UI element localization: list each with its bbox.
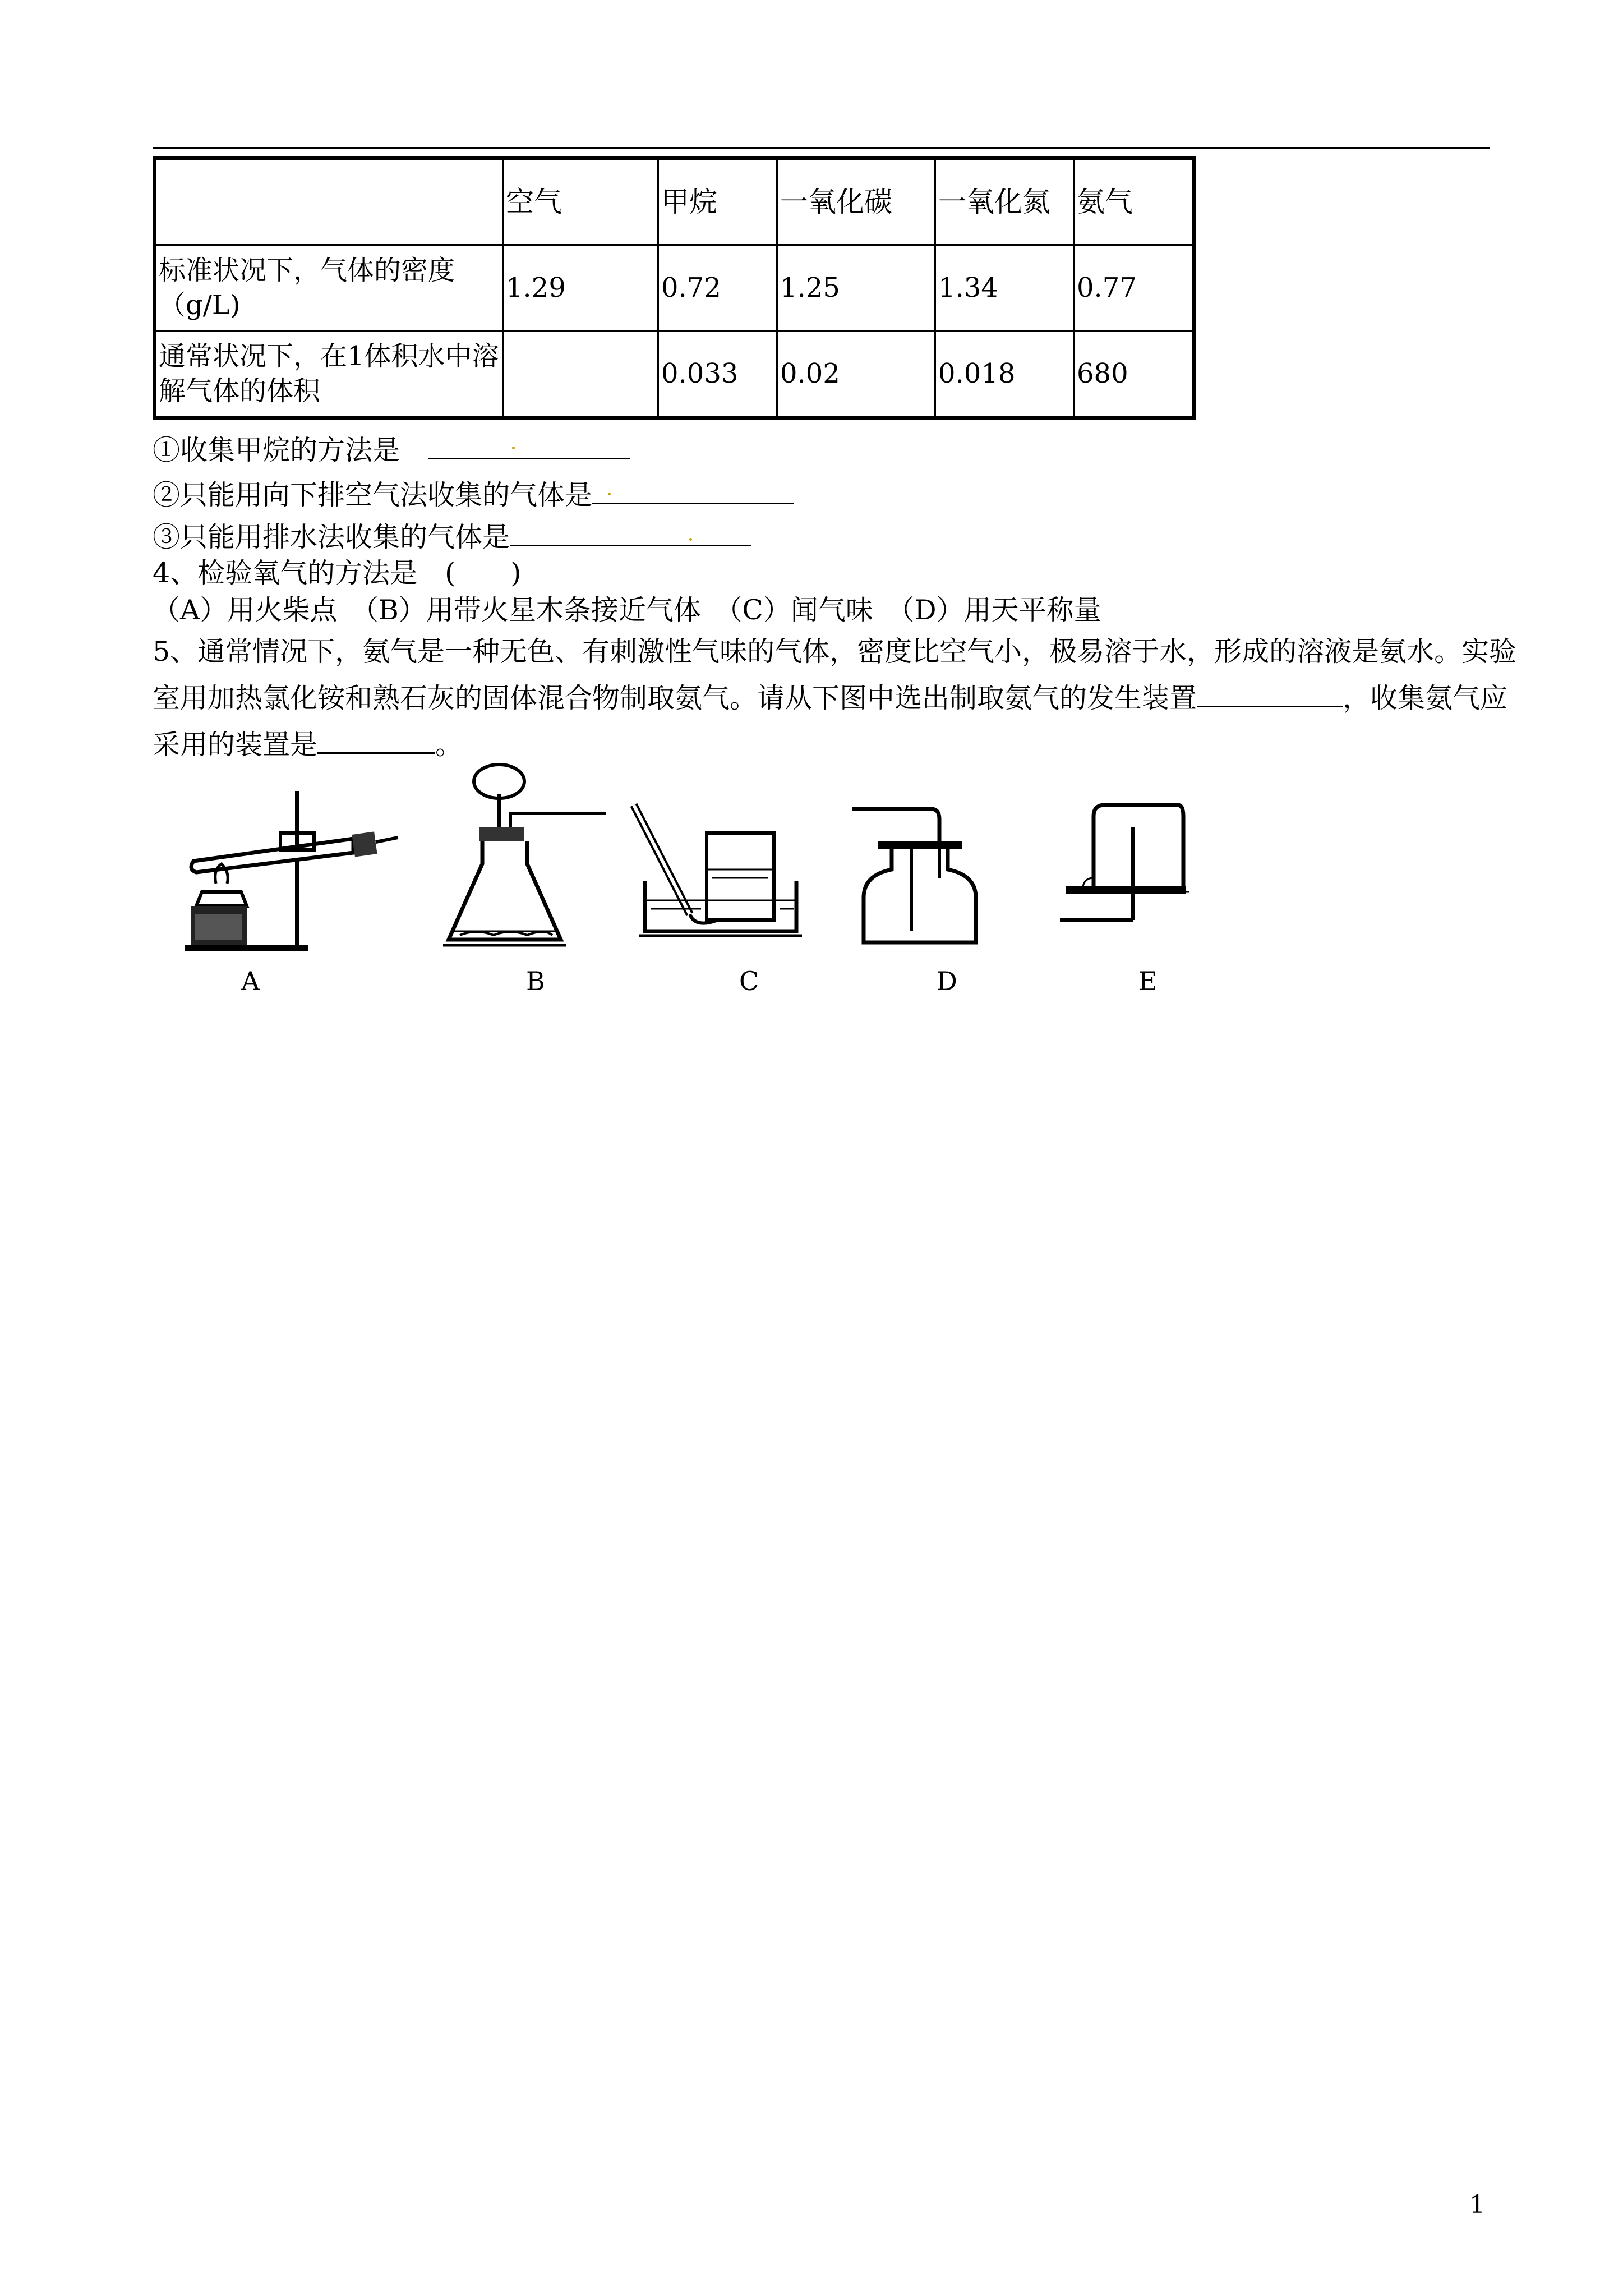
question-5-text-b: 收集氨气应采用的装置是 <box>153 682 1508 761</box>
question-3-text: ③只能用排水法收集的气体是 <box>153 521 510 553</box>
answer-blank-1[interactable] <box>428 432 630 459</box>
table-cell: 0.018 <box>935 331 1074 418</box>
apparatus-label-c: C <box>739 966 759 996</box>
table-row-label: 标准状况下，气体的密度（g/L) <box>155 245 503 331</box>
table-cell: 1.29 <box>503 245 658 331</box>
conical-flask-funnel-apparatus-icon <box>443 760 623 956</box>
question-2-text: ②只能用向下排空气法收集的气体是 <box>153 479 593 511</box>
upward-air-displacement-bottle-icon <box>847 802 981 948</box>
test-tube-heating-apparatus-icon <box>185 771 398 956</box>
table-cell: 1.34 <box>935 245 1074 331</box>
apparatus-c <box>628 802 808 948</box>
table-row-label: 通常状况下，在1体积水中溶解气体的体积 <box>155 331 503 418</box>
table-cell: 0.72 <box>658 245 777 331</box>
question-3 <box>153 519 751 551</box>
question-5-end: 。 <box>435 729 463 761</box>
answer-blank-3[interactable] <box>510 519 751 546</box>
ink-dot <box>512 447 515 449</box>
apparatus-label-a: A <box>241 966 260 996</box>
downward-air-displacement-bottle-icon <box>1060 799 1189 934</box>
apparatus-b <box>443 760 623 956</box>
table-row <box>155 245 1194 331</box>
table-header-cell: 空气 <box>503 158 658 245</box>
apparatus-label-e: E <box>1138 966 1158 996</box>
table-header-row <box>155 158 1194 245</box>
apparatus-label-d: D <box>937 966 957 996</box>
table-cell: 0.033 <box>658 331 777 418</box>
table-header-cell: 一氧化碳 <box>777 158 935 245</box>
answer-blank-collection[interactable] <box>317 726 435 754</box>
ink-dot <box>608 493 611 495</box>
question-4-options: （A）用火柴点 （B）用带火星木条接近气体 （C）闻气味 （D）用天平称量 <box>153 594 1101 626</box>
answer-blank-2[interactable] <box>592 477 794 504</box>
question-5-comma: ， <box>1343 682 1371 714</box>
question-5-text-a: 5、通常情况下，氨气是一种无色、有刺激性气味的气体，密度比空气小，极易溶于水，形成的溶液是氨水。实验室用加热氯化铵和熟石灰的固体混合物制取氨气。请从下图中选出制取氨气的发生装置 <box>153 636 1517 714</box>
question-1-text: ①收集甲烷的方法是 <box>153 434 400 466</box>
question-2 <box>153 477 794 509</box>
table-header-cell: 一氧化氮 <box>935 158 1074 245</box>
page-number: 1 <box>1469 2191 1485 2219</box>
table-header-cell: 氨气 <box>1074 158 1194 245</box>
apparatus-d <box>847 802 981 948</box>
apparatus-label-b: B <box>526 966 545 996</box>
water-displacement-apparatus-icon <box>628 802 808 948</box>
ink-dot <box>689 538 692 541</box>
apparatus-a <box>185 771 398 956</box>
table-cell: 680 <box>1074 331 1194 418</box>
table-cell <box>155 158 503 245</box>
table-header-cell: 甲烷 <box>658 158 777 245</box>
answer-blank-generation[interactable] <box>1197 680 1343 707</box>
apparatus-e <box>1060 799 1189 934</box>
table-cell: 1.25 <box>777 245 935 331</box>
question-5 <box>153 628 1521 768</box>
header-rule <box>153 147 1490 149</box>
question-1 <box>153 432 630 464</box>
gas-properties-table <box>153 156 1196 420</box>
table-cell <box>503 331 658 418</box>
question-4: 4、检验氧气的方法是 ( ) <box>153 557 522 589</box>
table-cell: 0.77 <box>1074 245 1194 331</box>
table-row <box>155 331 1194 418</box>
table-cell: 0.02 <box>777 331 935 418</box>
